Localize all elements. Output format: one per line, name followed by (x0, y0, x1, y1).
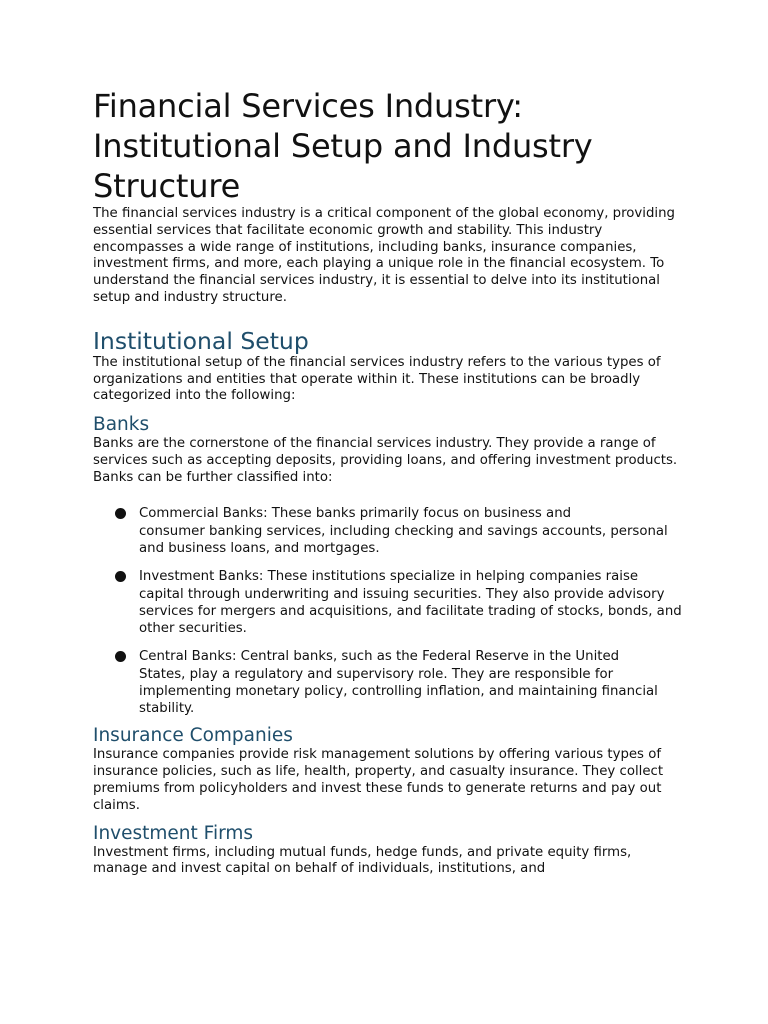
insurance-companies-paragraph: Insurance companies provide risk management solutions by offering various types of insurance policies, such as life, health, property, and casualty insurance. They collect premiums from policyholders and invest these funds to generate returns and pay out claims. (93, 747, 664, 813)
list-item (93, 566, 683, 638)
list-item-text: consumer banking services, including checking and savings accounts, personal and business loans, and mortgages. (139, 524, 668, 556)
document-title: Financial Services Industry: Institutional Setup and Industry Structure (93, 87, 593, 205)
bullet-icon (115, 508, 126, 519)
list-item-text: States, play a regulatory and supervisory role. They are responsible for implementing monetary policy, controlling inflation, and maintaining financial stability. (139, 667, 658, 716)
list-item-text: capital through underwriting and issuing securities. They also provide advisory services for mergers and acquisitions, and facilitate trading of stocks, bonds, and other securities. (139, 587, 682, 636)
bank-types-list (93, 503, 683, 718)
bullet-icon (115, 651, 126, 662)
intro-paragraph: The financial services industry is a critical component of the global economy, providing essential services that facilitate economic growth and stability. This industry encompasses a wide range of institutions, including banks, insurance companies, investment firms, and more, each playing a unique role in the financial ecosystem. To understand the financial services industry, it is essential to delve into its institutional setup and industry structure. (93, 206, 675, 305)
insurance-companies-heading: Insurance Companies (93, 725, 293, 747)
investment-firms-paragraph: Investment firms, including mutual funds, hedge funds, and private equity firms, manage and invest capital on behalf of individuals, institutions, and (93, 844, 632, 877)
institutional-setup-heading: Institutional Setup (93, 326, 309, 355)
bullet-icon (115, 571, 126, 582)
banks-heading: Banks (93, 414, 150, 436)
list-item (93, 646, 683, 718)
document-page (93, 86, 683, 878)
list-item (93, 503, 683, 558)
investment-firms-heading: Investment Firms (93, 822, 254, 844)
banks-paragraph: Banks are the cornerstone of the financial services industry. They provide a range of services such as accepting deposits, providing loans, and offering investment products. Banks can be further classified into: (93, 436, 678, 485)
list-item-first-line: Commercial Banks: These banks primarily focus on business and (139, 505, 572, 521)
list-item-first-line: Investment Banks: These institutions specialize in helping companies raise (139, 568, 639, 584)
list-item-first-line: Central Banks: Central banks, such as the Federal Reserve in the United (139, 648, 620, 664)
institutional-setup-paragraph: The institutional setup of the financial services industry refers to the various types of organizations and entities that operate within it. These institutions can be broadly categorized into the following: (93, 354, 661, 404)
